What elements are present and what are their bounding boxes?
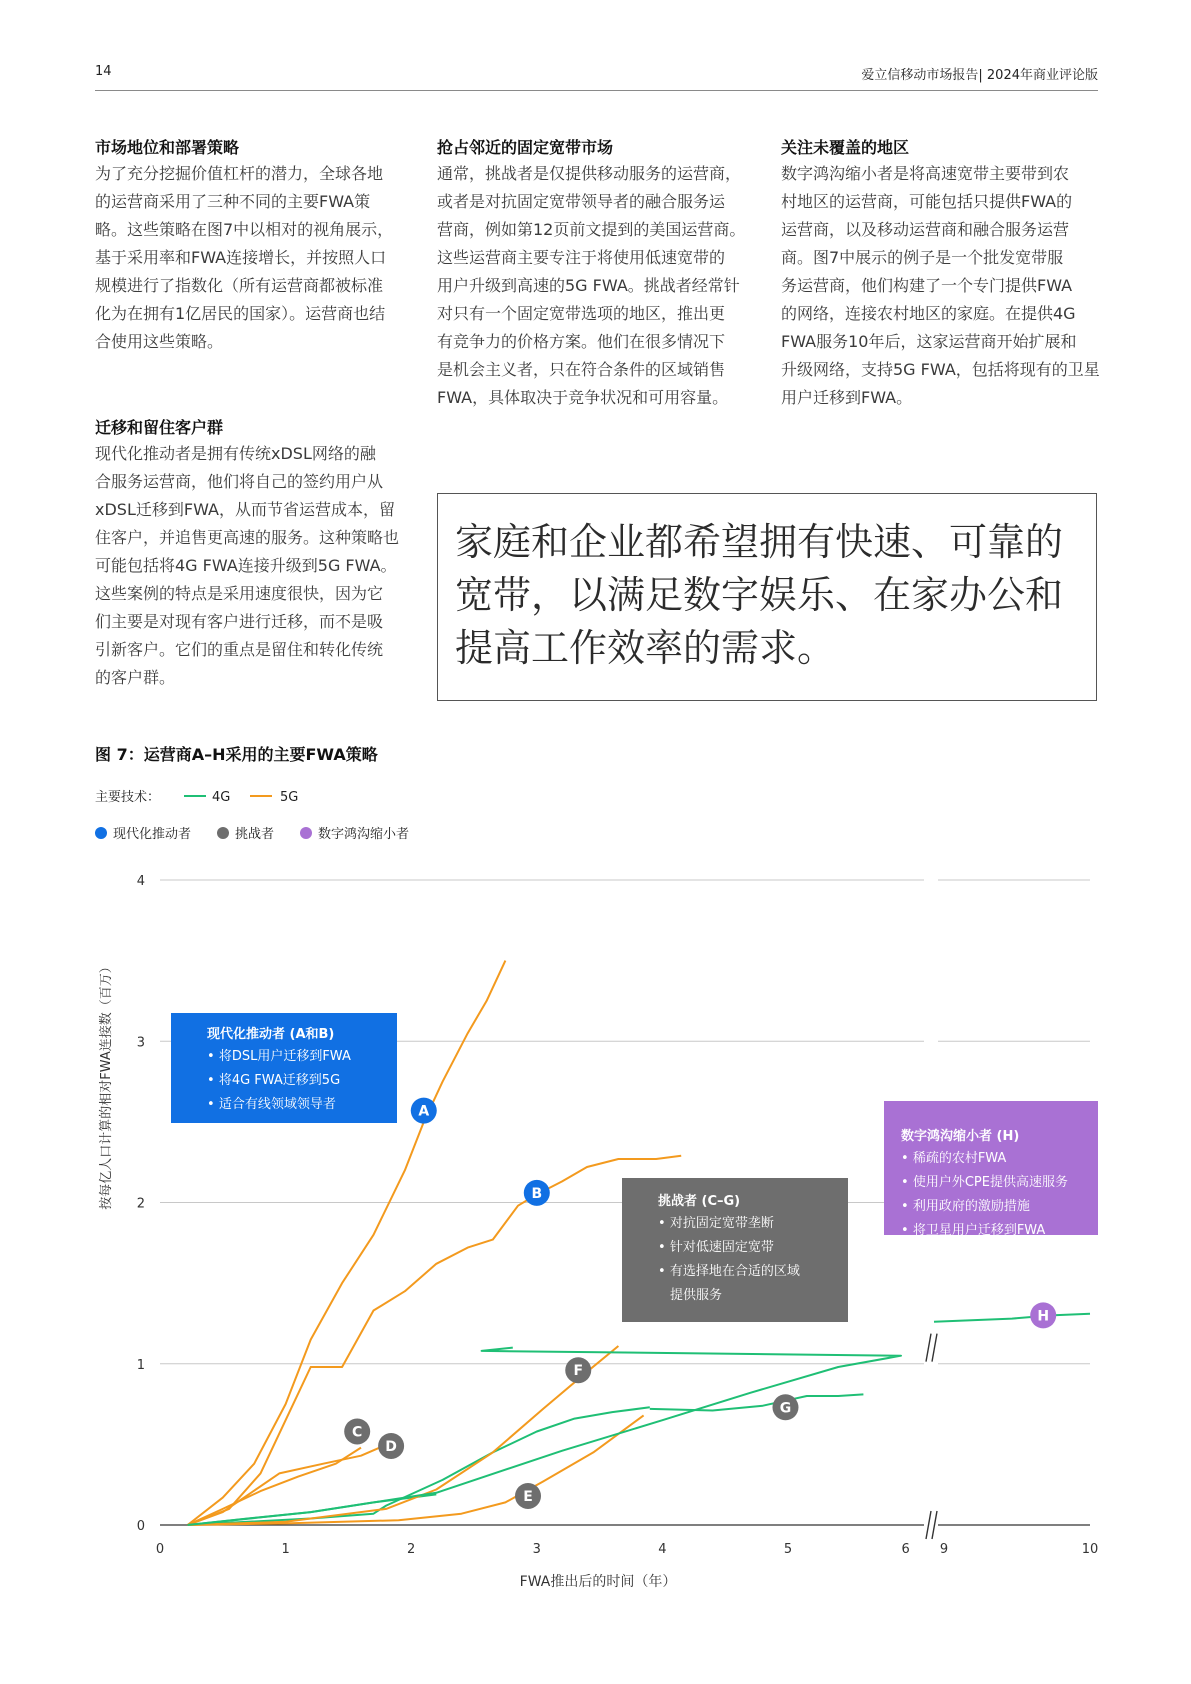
x-tick-label: 2 [407,1542,416,1557]
x-tick-label: 0 [155,1542,165,1557]
header-divider [95,90,1098,91]
legend-challenger-dot [217,827,229,839]
series-line-c [188,1448,361,1525]
pull-quote-box [437,493,1097,701]
modernizer-box-title: 现代化推动者 (A和B) [207,1027,335,1042]
challenger-box [622,1178,848,1322]
modernizer-item: • 将4G FWA迁移到5G [207,1073,341,1088]
challenger-item: • 有选择地在合适的区域 [658,1264,800,1279]
y-tick-label: 3 [136,1035,145,1051]
axis-break-mid [932,1334,937,1362]
pull-quote-text: 家庭和企业都希望拥有快速、可靠的 宽带，以满足数字娱乐、在家办公和 提高工作效率的需求。 [455,520,1064,670]
series-line-d [188,1407,650,1525]
marker-label-h: H [1037,1308,1050,1325]
series-line-e [188,1415,644,1525]
x-tick-label: 5 [783,1542,793,1557]
figure-title: 图 7：运营商A–H采用的主要FWA策略 [95,745,378,764]
x-tick-label: 10 [1081,1542,1099,1557]
challenger-box-title: 挑战者 (C–G) [658,1194,741,1209]
y-tick-label: 2 [136,1196,145,1212]
x-tick-label: 1 [281,1542,290,1557]
y-axis-label: 按每亿人口计算的相对FWA连接数（百万） [99,960,114,1210]
challenger-item: 提供服务 [670,1288,723,1303]
section-heading-market-position: 市场地位和部署策略 [95,138,240,157]
axis-break-bottom [932,1511,937,1539]
modernizer-box [171,1013,397,1123]
series-line-h [934,1314,1090,1322]
series-line-h [188,1348,901,1525]
y-tick-label: 4 [136,874,145,889]
marker-label-d: D [385,1438,397,1455]
page-number: 14 [95,64,112,79]
bridger-item: • 利用政府的激励措施 [901,1199,1030,1214]
x-tick-label: 6 [901,1542,910,1557]
y-tick-label: 0 [136,1519,145,1534]
axis-break-mid [926,1334,931,1362]
legend-modernizer-dot [95,827,107,839]
marker-label-e: E [523,1488,533,1505]
section-heading-adjacent-market: 抢占邻近的固定宽带市场 [437,138,614,157]
x-axis-label: FWA推出后的时间（年） [519,1574,677,1590]
legend-bridger-label: 数字鸿沟缩小者 [318,827,410,842]
marker-label-a: A [418,1103,430,1120]
modernizer-item: • 将DSL用户迁移到FWA [207,1049,351,1064]
series-line-g [650,1394,864,1410]
x-tick-label: 3 [532,1542,541,1557]
section-heading-uncovered-areas: 关注未覆盖的地区 [781,138,910,157]
axis-break-bottom [926,1511,931,1539]
legend-challenger-label: 挑战者 [235,827,275,842]
challenger-item: • 对抗固定宽带垄断 [658,1216,774,1231]
marker-label-c: C [352,1424,363,1441]
category-legend [95,823,409,842]
legend-4g-label: 4G [212,790,231,805]
section-text-uncovered-areas: 数字鸿沟缩小者是将高速宽带主要带到农 村地区的运营商，可能包括只提供FWA的 运营商，以及移动运营商和融合服务运营 商。图7中展示的例子是一个批发宽带服 务运营商，他们构建了一个专门提供FWA 的网络，连接农村地区的家庭。在提供4G FWA服务10年后，这家运营商开始扩展和 升级网络，支持5G FWA，包括将现有的卫星 用户迁移到FWA。 [781,164,1100,407]
modernizer-item: • 适合有线领域领导者 [207,1097,336,1112]
section-text-market-position: 为了充分挖掘价值杠杆的潜力，全球各地 的运营商采用了三种不同的主要FWA策 略。这些策略在图7中以相对的视角展示， 基于采用率和FWA连接增长，并按照人口 规模进行了指数化（所有运营商都被标准 化为在拥有1亿居民的国家）。运营商也结 合使用这些策略。 [95,164,394,351]
marker-label-f: F [573,1363,584,1380]
marker-label-g: G [779,1400,792,1417]
challenger-item: • 针对低速固定宽带 [658,1240,774,1255]
section-text-adjacent-market: 通常，挑战者是仅提供移动服务的运营商， 或者是对抗固定宽带领导者的融合服务运 营商，例如第12页前文提到的美国运营商。 这些运营商主要专注于将使用低速宽带的 用户升级到高速的5G FWA。挑战者经常针 对只有一个固定宽带选项的地区，推出更 有竞争力的价格方案。他们在很多情况下 是机会主义者，只在符合条件的区域销售 FWA，具体取决于竞争状况和可用容量。 [437,164,746,407]
tech-legend-label: 主要技术： [95,790,161,805]
bridger-box [884,1101,1098,1238]
bridger-box-title: 数字鸿沟缩小者 (H) [901,1129,1020,1144]
legend-bridger-dot [300,827,312,839]
bridger-item: • 稀疏的农村FWA [901,1151,1007,1166]
x-tick-label: 9 [939,1542,949,1557]
section-heading-retain-customers: 迁移和留住客户群 [95,418,224,437]
bridger-item: • 将卫星用户迁移到FWA [901,1223,1046,1238]
publication-title: 爱立信移动市场报告| 2024年商业评论版 [861,68,1098,83]
section-text-retain-customers: 现代化推动者是拥有传统xDSL网络的融 合服务运营商，他们将自己的签约用户从 xDSL迁移到FWA，从而节省运营成本，留 住客户，并追售更高速的服务。这种策略也 可能包括将4G FWA连接升级到5G FWA。 这些案例的特点是采用速度很快，因为它 们主要是对现有客户进行迁移，而不是吸 引新客户。它们的重点是留住和转化传统 的客户群。 [95,444,400,687]
series-line-a [188,1194,537,1525]
marker-label-b: B [531,1185,543,1202]
legend-modernizer-label: 现代化推动者 [113,827,192,842]
bridger-item: • 使用户外CPE提供高速服务 [901,1175,1068,1190]
y-tick-label: 1 [136,1357,145,1373]
tech-legend-lines [182,790,292,804]
x-tick-label: 4 [658,1542,667,1557]
legend-5g-label: 5G [280,790,299,805]
